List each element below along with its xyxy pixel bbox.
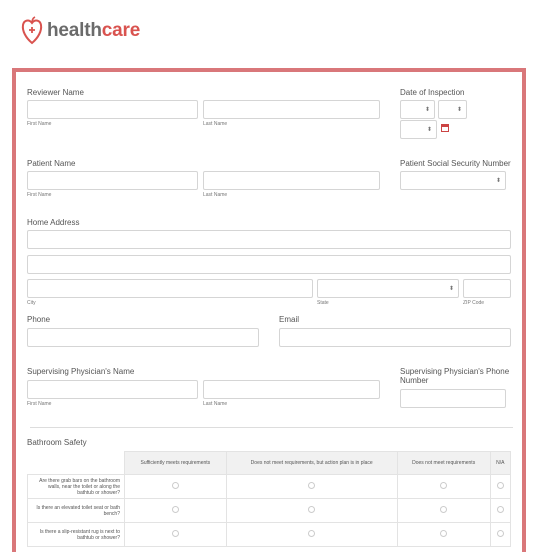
- city-input[interactable]: [27, 279, 313, 298]
- reviewer-first-name-input[interactable]: [27, 100, 198, 119]
- matrix-row-question: Are there grab bars on the bathroom walls, near the toilet or along the bathtub or shower?: [28, 475, 125, 499]
- chevron-updown-icon: ⬍: [426, 126, 432, 133]
- reviewer-first-name-sublabel: First Name: [27, 121, 52, 127]
- city-sublabel: City: [27, 300, 36, 306]
- state-sublabel: State: [317, 300, 329, 306]
- zip-code-input[interactable]: [463, 279, 511, 298]
- radio-option[interactable]: [440, 530, 447, 537]
- zip-code-sublabel: ZIP Code: [463, 300, 485, 306]
- matrix-row: [28, 475, 511, 499]
- radio-option[interactable]: [308, 482, 315, 489]
- state-select[interactable]: [317, 279, 459, 298]
- patient-last-name-input[interactable]: [203, 171, 380, 190]
- brand-name: [47, 16, 140, 46]
- matrix-row-question: Is there a slip-resistant rug is next to bathtub or shower?: [28, 523, 125, 547]
- street-address-line2-input[interactable]: [27, 255, 511, 274]
- radio-option[interactable]: [308, 530, 315, 537]
- radio-option[interactable]: [172, 482, 179, 489]
- brand-name-part2: care: [101, 20, 141, 41]
- phone-label: Phone: [27, 315, 51, 324]
- radio-option[interactable]: [497, 482, 504, 489]
- phone-input[interactable]: [27, 328, 259, 347]
- chevron-updown-icon: ⬍: [424, 106, 430, 113]
- radio-option[interactable]: [440, 482, 447, 489]
- patient-first-name-sublabel: First Name: [27, 192, 52, 198]
- form-container: [12, 68, 526, 552]
- patient-name-label: Patient Name: [27, 159, 76, 168]
- inspection-month-select[interactable]: [400, 100, 435, 119]
- radio-option[interactable]: [497, 530, 504, 537]
- inspection-day-select[interactable]: [438, 100, 467, 119]
- page-header: [0, 0, 539, 68]
- radio-option[interactable]: [172, 506, 179, 513]
- reviewer-last-name-input[interactable]: [203, 100, 380, 119]
- radio-option[interactable]: [440, 506, 447, 513]
- brand-logo: [20, 16, 140, 46]
- bathroom-safety-matrix: [27, 451, 511, 547]
- patient-first-name-input[interactable]: [27, 171, 198, 190]
- ssn-label: Patient Social Security Number: [400, 159, 511, 168]
- radio-option[interactable]: [497, 506, 504, 513]
- physician-name-label: Supervising Physician's Name: [27, 367, 135, 376]
- matrix-row: [28, 499, 511, 523]
- radio-option[interactable]: [172, 530, 179, 537]
- physician-first-name-sublabel: First Name: [27, 401, 52, 407]
- chevron-updown-icon: ⬍: [495, 177, 501, 184]
- chevron-updown-icon: ⬍: [456, 106, 462, 113]
- ssn-input[interactable]: [400, 171, 506, 190]
- physician-phone-label: Supervising Physician's Phone Number: [400, 367, 510, 385]
- calendar-icon[interactable]: [441, 124, 449, 132]
- reviewer-last-name-sublabel: Last Name: [203, 121, 228, 127]
- matrix-col-header: Does not meet requirements: [397, 452, 490, 475]
- street-address-input[interactable]: [27, 230, 511, 249]
- matrix-col-header: N/A: [490, 452, 510, 475]
- patient-last-name-sublabel: Last Name: [203, 192, 228, 198]
- email-input[interactable]: [279, 328, 511, 347]
- bathroom-safety-label: Bathroom Safety: [27, 438, 87, 447]
- physician-first-name-input[interactable]: [27, 380, 198, 399]
- inspection-date-label: Date of Inspection: [400, 88, 465, 97]
- inspection-year-select[interactable]: [400, 120, 437, 139]
- matrix-corner: [28, 452, 125, 475]
- home-address-label: Home Address: [27, 218, 80, 227]
- reviewer-name-label: Reviewer Name: [27, 88, 84, 97]
- physician-phone-input[interactable]: [400, 389, 506, 408]
- radio-option[interactable]: [308, 506, 315, 513]
- chevron-updown-icon: ⬍: [448, 285, 454, 292]
- email-label: Email: [279, 315, 300, 324]
- matrix-col-header: Does not meet requirements, but action plan is in place: [226, 452, 397, 475]
- brand-name-part1: health: [47, 20, 102, 41]
- apple-heart-logo-icon: [20, 16, 44, 46]
- matrix-col-header: Sufficiently meets requirements: [125, 452, 227, 475]
- matrix-row: [28, 523, 511, 547]
- matrix-row-question: Is there an elevated toilet seat or bath bench?: [28, 499, 125, 523]
- section-divider: [30, 427, 513, 428]
- physician-last-name-sublabel: Last Name: [203, 401, 228, 407]
- physician-last-name-input[interactable]: [203, 380, 380, 399]
